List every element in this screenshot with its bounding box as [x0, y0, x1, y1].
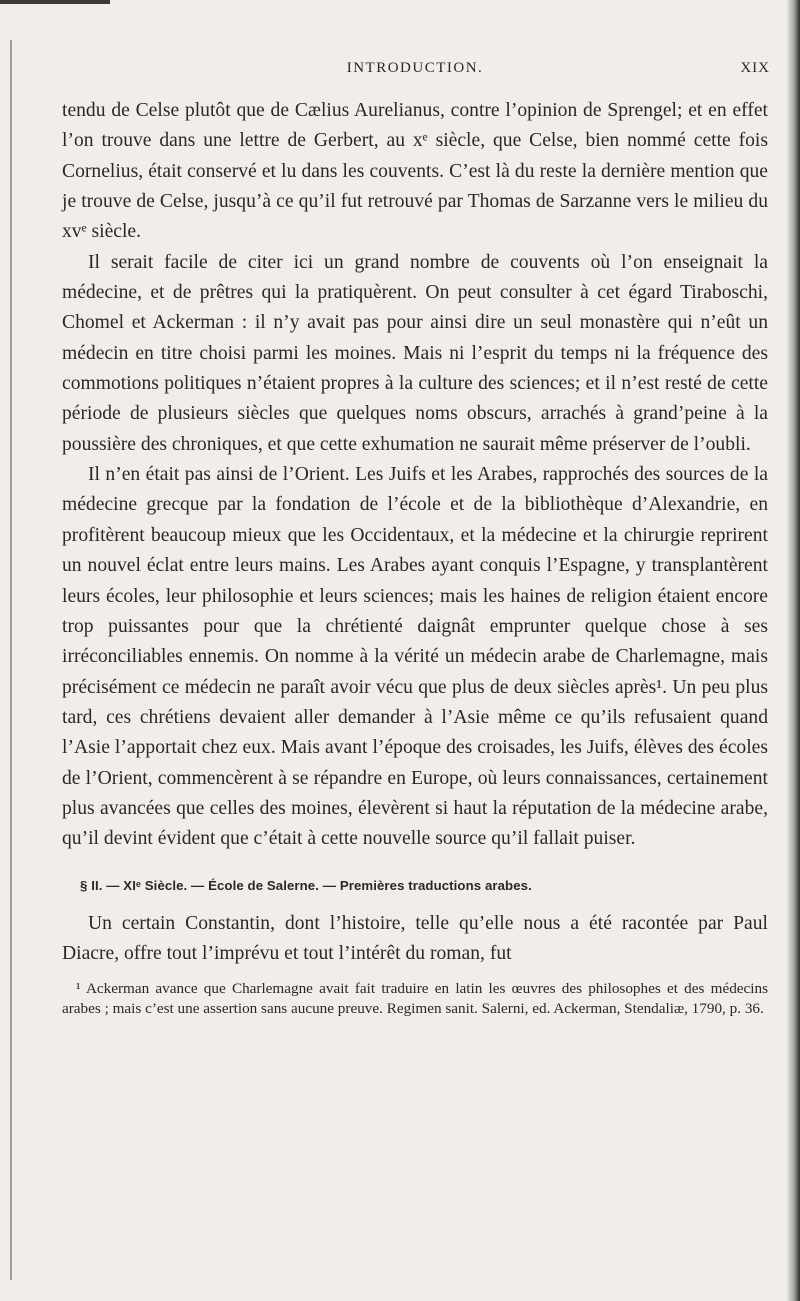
- page-number: XIX: [740, 60, 770, 76]
- section-heading: § II. — XIᵉ Siècle. — École de Salerne. — Premières traductions arabes.: [80, 877, 532, 893]
- paragraph: Un certain Constantin, dont l’histoire, telle qu’elle nous a été racontée par Paul Diacre, offre tout l’imprévu et tout l’intérêt du roman, fut: [62, 912, 768, 964]
- top-edge-mark: [0, 0, 110, 4]
- paragraph: tendu de Celse plutôt que de Cælius Aurelianus, contre l’opinion de Sprengel; et en effet l’on trouve dans une lettre de Gerbert, au xᵉ siècle, que Celse, bien nommé cette fois Cornelius, était conservé et lu dans les couvents. C’est là du reste la dernière mention que je trouve de Celse, jusqu’à ce qu’il fut retrouvé par Thomas de Sarzanne vers le milieu du xvᵉ siècle.: [62, 100, 768, 243]
- paragraph: Il serait facile de citer ici un grand nombre de couvents où l’on enseignait la médecine, et de prêtres qui la pratiquèrent. On peut consulter à cet égard Tiraboschi, Chomel et Ackerman : il n’y avait pas pour ainsi dire un seul monastère qui n’eût un médecin en titre choisi parmi les moines. Mais ni l’esprit du temps ni la fréquence des commotions politiques n’étaient propres à la culture des sciences; et il n’est resté de cette période de plusieurs siècles que quelques noms obscurs, arrachés à grand’peine à la poussière des chroniques, et que cette exhumation ne saurait même préserver de l’oubli.: [62, 251, 768, 455]
- paragraph: Il n’en était pas ainsi de l’Orient. Les Juifs et les Arabes, rapprochés des sources de la médecine grecque par la fondation de l’école et de la bibliothèque d’Alexandrie, en profitèrent beaucoup mieux que les Occidentaux, et la médecine et la chirurgie reprirent un nouvel éclat entre leurs mains. Les Arabes ayant conquis l’Espagne, y transplantèrent leurs écoles, leur philosophie et leurs sciences; mais les haines de religion étaient encore trop puissantes pour que la chrétienté daignât emprunter quelque chose à ses irréconciliables ennemis. On nomme à la vérité un médecin arabe de Charlemagne, mais précisément ce médecin ne paraît avoir vécu que plus de deux siècles après¹. Un peu plus tard, ces chrétiens devaient aller demander à l’Asie même ce qu’ils refusaient quand l’Asie l’apportait chez eux. Mais avant l’époque des croisades, les Juifs, élèves des écoles de l’Orient, commencèrent à se répandre en Europe, où leurs connaissances, certainement plus avancées que celles des moines, élevèrent si haut la réputation de la médecine arabe, qu’il devint évident que c’était à cette nouvelle source qu’il fallait puiser.: [62, 464, 768, 850]
- page-edge-shadow: [786, 0, 800, 1301]
- page-body: [62, 96, 768, 1018]
- running-title: INTRODUCTION.: [346, 60, 484, 76]
- footnote: ¹ Ackerman avance que Charlemagne avait fait traduire en latin les œuvres des philosophes et des médecins arabes ; mais c’est une assertion sans aucune preuve. Regimen sanit. Salerni, ed. Ackerman, Stendaliæ, 1790, p. 36.: [62, 980, 768, 1017]
- left-binding-line: [10, 40, 12, 1280]
- page-header: [60, 60, 770, 84]
